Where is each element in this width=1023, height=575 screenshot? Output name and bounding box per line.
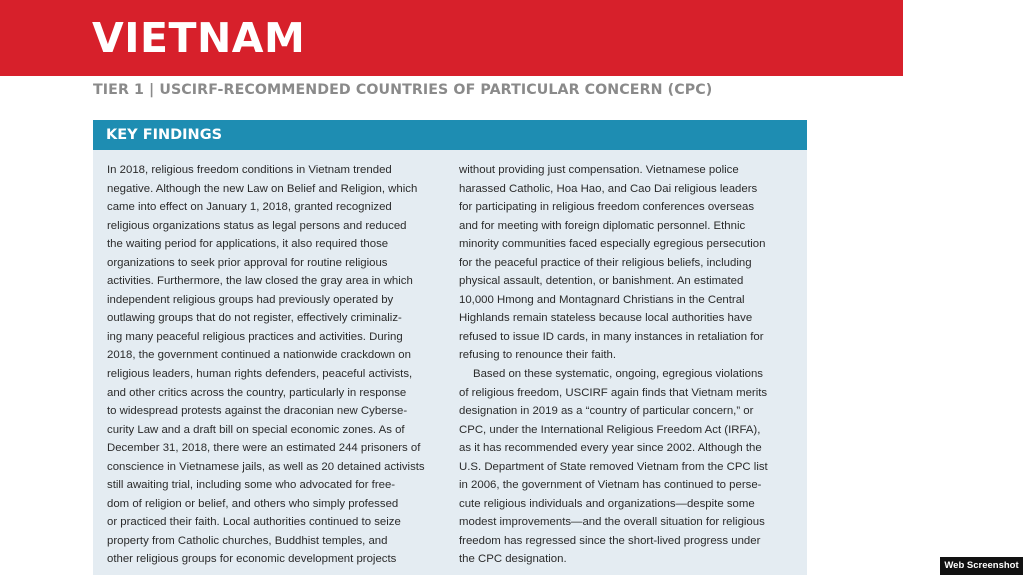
text-line: In 2018, religious freedom conditions in Vietnam trended: [107, 164, 392, 176]
text-line: curity Law and a draft bill on special economic zones. As of: [107, 423, 405, 436]
key-findings-panel: [93, 120, 807, 575]
text-line: came into effect on January 1, 2018, granted recognized: [107, 201, 392, 214]
paragraph-1: [107, 161, 445, 569]
text-line: conscience in Vietnamese jails, as well as 20 detained activists: [107, 460, 425, 473]
text-line: activities. Furthermore, the law closed the gray area in which: [107, 275, 413, 288]
text-line: or practiced their faith. Local authorities continued to seize: [107, 516, 401, 529]
text-line: in 2006, the government of Vietnam has continued to perse-: [459, 479, 762, 492]
title-banner: [0, 0, 903, 76]
paragraph-1-continued: [459, 161, 799, 365]
text-line: Based on these systematic, ongoing, egregious violations: [473, 368, 764, 381]
text-line: religious organizations status as legal persons and reduced: [107, 219, 407, 232]
text-line: as it has recommended every year since 2002. Although the: [459, 442, 762, 455]
text-line: dom of religion or belief, and others who simply professed: [107, 497, 399, 510]
text-line: minority communities faced especially egregious persecution: [459, 238, 766, 251]
tier-subtitle: TIER 1 | USCIRF-RECOMMENDED COUNTRIES OF PARTICULAR CONCERN (CPC): [93, 82, 713, 98]
text-line: negative. Although the new Law on Belief and Religion, which: [107, 182, 418, 195]
text-line: without providing just compensation. Vietnamese police: [459, 164, 739, 176]
text-line: U.S. Department of State removed Vietnam from the CPC list: [459, 460, 768, 473]
text-line: December 31, 2018, there were an estimated 244 prisoners of: [107, 442, 421, 455]
text-line: the waiting period for applications, it also required those: [107, 238, 389, 251]
key-findings-heading: KEY FINDINGS: [106, 127, 223, 143]
text-line: of religious freedom, USCIRF again finds that Vietnam merits: [459, 386, 768, 399]
text-line: freedom has regressed since the short-lived progress under: [459, 534, 761, 547]
text-line: property from Catholic churches, Buddhist temples, and: [107, 534, 388, 547]
text-line: still awaiting trial, including some who advocated for free-: [107, 479, 396, 492]
text-line: ing many peaceful religious practices and activities. During: [107, 330, 403, 343]
text-line: refusing to renounce their faith.: [459, 349, 617, 362]
text-line: CPC, under the International Religious Freedom Act (IRFA),: [459, 423, 761, 436]
web-screenshot-badge: Web Screenshot: [940, 557, 1023, 575]
country-title: VIETNAM: [92, 14, 306, 62]
text-line: refused to issue ID cards, in many instances in retaliation for: [459, 330, 764, 343]
text-line: 2018, the government continued a nationwide crackdown on: [107, 349, 411, 362]
paragraph-2: [459, 365, 799, 569]
text-line: physical assault, detention, or banishment. An estimated: [459, 275, 744, 288]
text-line: modest improvements—and the overall situation for religious: [459, 516, 765, 529]
text-line: cute religious individuals and organizations—despite some: [459, 497, 755, 510]
text-line: and other critics across the country, particularly in response: [107, 386, 407, 399]
text-line: and for meeting with foreign diplomatic personnel. Ethnic: [459, 219, 746, 232]
text-line: to widespread protests against the draconian new Cyberse-: [107, 405, 408, 418]
left-column: [107, 161, 445, 569]
text-line: independent religious groups had previously operated by: [107, 293, 394, 306]
text-line: designation in 2019 as a “country of particular concern,” or: [459, 405, 754, 418]
text-line: the CPC designation.: [459, 553, 567, 566]
text-line: outlawing groups that do not register, effectively criminaliz-: [107, 312, 402, 325]
text-line: for the peaceful practice of their religious beliefs, including: [459, 256, 752, 269]
text-line: Highlands remain stateless because local authorities have: [459, 312, 753, 325]
right-column: [459, 161, 799, 569]
text-line: harassed Catholic, Hoa Hao, and Cao Dai religious leaders: [459, 182, 758, 195]
text-line: other religious groups for economic development projects: [107, 553, 397, 566]
text-line: 10,000 Hmong and Montagnard Christians in the Central: [459, 293, 745, 306]
text-line: for participating in religious freedom conferences overseas: [459, 201, 755, 214]
text-line: organizations to seek prior approval for routine religious: [107, 256, 388, 269]
text-line: religious leaders, human rights defenders, peaceful activists,: [107, 368, 413, 381]
key-findings-header-bar: [93, 120, 807, 150]
